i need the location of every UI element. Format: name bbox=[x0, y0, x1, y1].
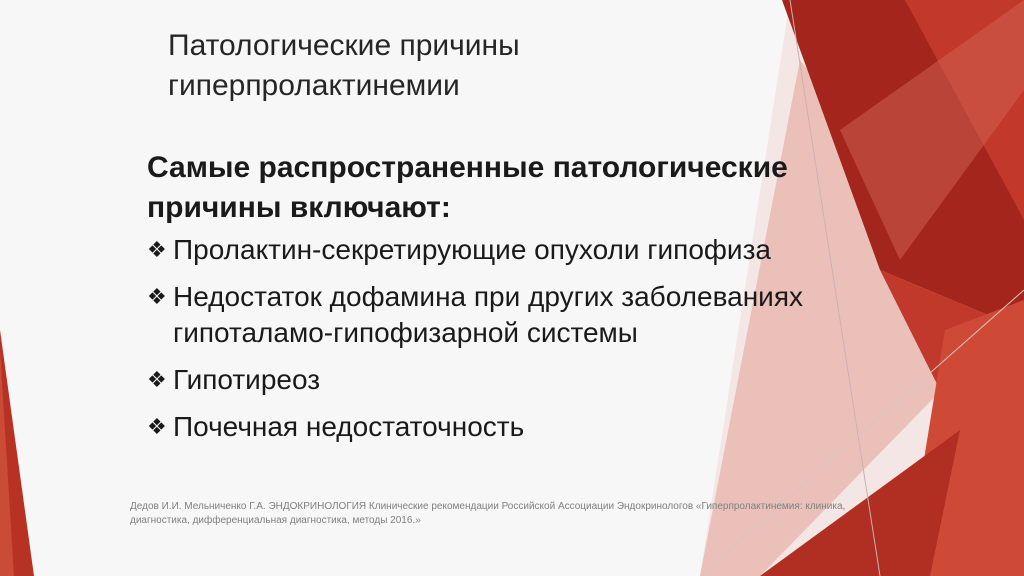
diamond-bullet-icon: ❖ bbox=[147, 367, 167, 392]
slide-title bbox=[168, 26, 768, 106]
diamond-bullet-icon: ❖ bbox=[147, 284, 167, 309]
bullet-text: Гипотиреоз bbox=[173, 364, 321, 395]
diamond-bullet-icon: ❖ bbox=[147, 237, 167, 262]
bullet-text-continued: гипоталамо-гипофизарной системы bbox=[173, 317, 638, 348]
bullet-text: Пролактин-секретирующие опухоли гипофиза bbox=[173, 234, 771, 265]
slide-content bbox=[147, 148, 867, 456]
content-heading-line-1: Самые распространенные патологические bbox=[147, 151, 788, 184]
bullet-item bbox=[147, 362, 867, 398]
bullet-text: Почечная недостаточность bbox=[173, 411, 525, 442]
bullet-item bbox=[147, 409, 867, 445]
bullet-text: Недостаток дофамина при других заболеваниях bbox=[173, 281, 803, 312]
bullet-list bbox=[147, 232, 867, 445]
bullet-item bbox=[147, 279, 867, 351]
content-heading-line-2: причины включают: bbox=[147, 191, 451, 224]
reference-footnote: Дедов И.И. Мельниченко Г.А. ЭНДОКРИНОЛОГИЯ Клинические рекомендации Российской Ассоциации Эндокринологов «Гиперпролактинемия: клиника, диагностика, дифференциальная диагностика, методы 2016.» bbox=[130, 501, 846, 526]
slide-title-line-1: Патологические причины bbox=[168, 29, 520, 62]
content-heading bbox=[147, 148, 867, 228]
slide-title-line-2: гиперпролактинемии bbox=[168, 69, 460, 102]
bullet-item bbox=[147, 232, 867, 268]
diamond-bullet-icon: ❖ bbox=[147, 414, 167, 439]
